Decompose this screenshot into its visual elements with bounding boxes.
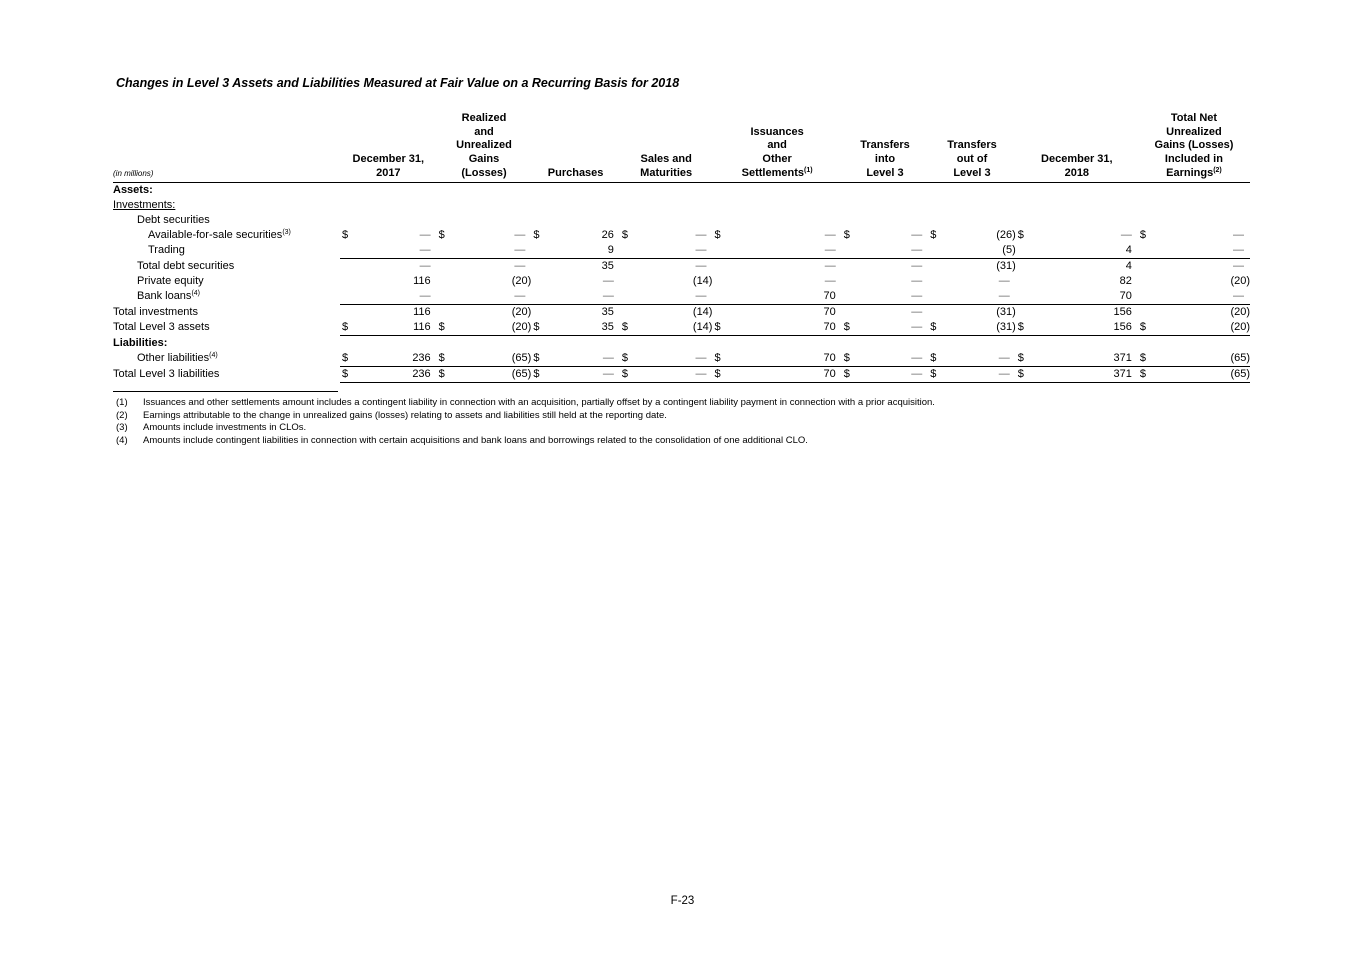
table-cell: —: [419, 228, 431, 241]
page-number: F-23: [670, 895, 695, 907]
row-label: Assets:: [113, 183, 153, 196]
table-cell: 26: [601, 228, 614, 241]
table-cell: 35: [601, 305, 614, 318]
table-cell: (14): [630, 320, 712, 336]
table-cell: 116: [413, 274, 431, 287]
table-cell: —: [630, 366, 712, 382]
dollar-sign: [1016, 274, 1026, 289]
row-label: Private equity: [137, 274, 204, 287]
table-row: [113, 228, 1250, 243]
table-cell: 70: [823, 305, 836, 318]
table-row: [113, 274, 1250, 289]
table-cell: —: [998, 274, 1010, 287]
table-cell: (14): [692, 274, 713, 287]
dollar-sign: [928, 258, 938, 274]
dollar-sign: $: [712, 366, 722, 382]
dollar-sign: [712, 274, 722, 289]
dollar-sign: [928, 289, 938, 305]
table-cell: 70: [1026, 289, 1138, 305]
dollar-sign: $: [842, 351, 852, 367]
table-row: [113, 243, 1250, 259]
dollar-sign: $: [340, 351, 350, 367]
footnotes: [116, 397, 935, 448]
table-row: [113, 351, 1250, 367]
dollar-sign: [842, 304, 852, 320]
row-label: Other liabilities$^{(4)}$: [137, 352, 218, 365]
table-row: [113, 304, 1250, 320]
dollar-sign: $: [928, 351, 938, 367]
table-cell: (14): [692, 305, 713, 318]
dollar-sign: [1016, 243, 1026, 259]
dollar-sign: [1138, 258, 1148, 274]
dollar-sign: [620, 243, 630, 259]
dollar-sign: [340, 304, 350, 320]
dollar-sign: $: [842, 366, 852, 382]
dollar-sign: $: [437, 320, 447, 336]
dollar-sign: [531, 274, 541, 289]
dollar-sign: $: [1138, 351, 1148, 367]
dollar-sign: $: [1138, 366, 1148, 382]
table-cell: 4: [1026, 243, 1138, 259]
table-cell: —: [542, 351, 620, 367]
table-row: [113, 198, 1250, 213]
table-cell: 371: [1026, 366, 1138, 382]
dollar-sign: [712, 243, 722, 259]
table-cell: 236: [350, 351, 437, 367]
column-header: December 31, 2018: [1041, 153, 1113, 179]
dollar-sign: [340, 289, 350, 305]
table-cell: (31): [996, 305, 1016, 318]
dollar-sign: $: [930, 228, 937, 241]
dollar-sign: [1016, 304, 1026, 320]
table-cell: (65): [1148, 366, 1250, 382]
dollar-sign: $: [340, 320, 350, 336]
row-label: Total Level 3 assets: [113, 321, 210, 334]
table-cell: —: [1233, 228, 1244, 241]
dollar-sign: [842, 258, 852, 274]
dollar-sign: [437, 304, 447, 320]
dollar-sign: [620, 289, 630, 305]
dollar-sign: $: [843, 228, 850, 241]
dollar-sign: $: [437, 351, 447, 367]
table-cell: (20): [1230, 274, 1250, 287]
dollar-sign: $: [531, 320, 541, 336]
dollar-sign: [1138, 289, 1148, 305]
dollar-sign: [1016, 289, 1026, 305]
table-cell: 371: [1026, 351, 1138, 367]
table-cell: (65): [1148, 351, 1250, 367]
table-cell: 9: [542, 243, 620, 259]
column-header: Total Net Unrealized Gains (Losses) Included in Earnings$^{(2)}$: [1154, 112, 1234, 179]
table-cell: —: [824, 259, 836, 272]
table-cell: —: [911, 274, 923, 287]
row-label: Total debt securities: [137, 259, 235, 272]
column-header: Transfers out of Level 3: [947, 139, 997, 179]
column-header: Purchases: [547, 166, 604, 179]
dollar-sign: $: [341, 228, 349, 241]
table-cell: 116: [350, 320, 437, 336]
table-cell: —: [602, 274, 614, 287]
row-label: Total investments: [113, 305, 198, 318]
column-header: December 31, 2017: [352, 153, 425, 179]
dollar-sign: [842, 289, 852, 305]
table-cell: 35: [601, 259, 614, 272]
table-cell: —: [447, 289, 531, 305]
dollar-sign: $: [842, 320, 852, 336]
dollar-sign: [842, 243, 852, 259]
table-cell: —: [1148, 289, 1250, 305]
table-cell: —: [447, 243, 531, 259]
table-cell: —: [542, 366, 620, 382]
dollar-sign: $: [531, 351, 541, 367]
table-cell: —: [514, 259, 526, 272]
table-cell: 70: [723, 320, 842, 336]
row-label: Available-for-sale securities$^{(3)}$: [148, 228, 291, 241]
level3-changes-table: [113, 112, 1250, 383]
dollar-sign: $: [533, 228, 540, 241]
table-cell: (20): [511, 274, 532, 287]
dollar-sign: [340, 243, 350, 259]
dollar-sign: [712, 258, 722, 274]
table-cell: —: [1148, 243, 1250, 259]
row-label: Investments:: [113, 198, 176, 211]
dollar-sign: $: [1016, 366, 1026, 382]
dollar-sign: $: [1016, 320, 1026, 336]
table-cell: —: [542, 289, 620, 305]
table-cell: —: [419, 259, 431, 272]
dollar-sign: $: [620, 320, 630, 336]
table-cell: —: [852, 366, 928, 382]
column-header: Sales and Maturities: [640, 153, 693, 179]
dollar-sign: [340, 258, 350, 274]
dollar-sign: [531, 258, 541, 274]
table-row: [113, 213, 1250, 228]
table-cell: (31): [938, 320, 1015, 336]
table-cell: 35: [542, 320, 620, 336]
table-cell: 70: [723, 351, 842, 367]
dollar-sign: [712, 304, 722, 320]
dollar-sign: $: [714, 228, 721, 241]
dollar-sign: $: [1139, 228, 1147, 241]
dollar-sign: [437, 243, 447, 259]
table-cell: 116: [413, 305, 431, 318]
table-cell: —: [911, 305, 923, 318]
dollar-sign: [1138, 304, 1148, 320]
table-cell: —: [514, 228, 526, 241]
row-label: Liabilities:: [113, 336, 168, 349]
dollar-sign: $: [928, 320, 938, 336]
table-cell: 156: [1026, 320, 1138, 336]
table-cell: —: [1233, 259, 1244, 272]
table-cell: —: [852, 243, 928, 259]
footnote: (3) Amounts include investments in CLOs.: [116, 422, 307, 434]
dollar-sign: [928, 243, 938, 259]
table-cell: —: [852, 289, 928, 305]
dollar-sign: $: [712, 320, 722, 336]
table-cell: (26): [996, 228, 1016, 241]
dollar-sign: [437, 258, 447, 274]
dollar-sign: [712, 289, 722, 305]
table-cell: —: [723, 243, 842, 259]
table-cell: —: [938, 366, 1015, 382]
dollar-sign: $: [531, 366, 541, 382]
table-cell: —: [630, 243, 712, 259]
dollar-sign: $: [1138, 320, 1148, 336]
table-cell: (20): [1148, 320, 1250, 336]
table-cell: —: [911, 228, 923, 241]
table-row: [113, 258, 1250, 274]
table-cell: (65): [447, 351, 531, 367]
dollar-sign: [928, 304, 938, 320]
row-label: Bank loans$^{(4)}$: [137, 290, 200, 303]
table-cell: 82: [1119, 274, 1132, 287]
dollar-sign: [437, 289, 447, 305]
dollar-sign: [1138, 274, 1148, 289]
table-cell: —: [824, 274, 836, 287]
dollar-sign: [1016, 258, 1026, 274]
footnote-rule: [113, 391, 338, 392]
table-cell: (20): [1230, 305, 1250, 318]
table-cell: 4: [1125, 259, 1132, 272]
table-cell: 236: [350, 366, 437, 382]
dollar-sign: $: [438, 228, 445, 241]
table-row: [113, 335, 1250, 351]
table-row: [113, 289, 1250, 305]
table-cell: (20): [511, 305, 532, 318]
dollar-sign: $: [928, 366, 938, 382]
dollar-sign: $: [340, 366, 350, 382]
row-label: Debt securities: [137, 213, 210, 226]
table-row: [113, 182, 1250, 198]
dollar-sign: $: [437, 366, 447, 382]
table-cell: (20): [447, 320, 531, 336]
table-cell: —: [350, 289, 437, 305]
table-cell: 156: [1113, 305, 1132, 318]
table-cell: —: [695, 259, 707, 272]
column-header: Transfers into Level 3: [860, 139, 910, 179]
table-cell: 70: [723, 366, 842, 382]
table-cell: —: [630, 289, 712, 305]
dollar-sign: [531, 304, 541, 320]
table-row: [113, 320, 1250, 336]
dollar-sign: [620, 258, 630, 274]
column-header: Realized and Unrealized Gains (Losses): [456, 112, 512, 179]
dollar-sign: [928, 274, 938, 289]
table-cell: —: [695, 228, 707, 241]
dollar-sign: $: [712, 351, 722, 367]
column-header: Issuances and Other Settlements$^{(1)}$: [741, 125, 813, 179]
dollar-sign: [437, 274, 447, 289]
dollar-sign: $: [620, 351, 630, 367]
table-cell: —: [852, 351, 928, 367]
footnote: (2) Earnings attributable to the change in unrealized gains (losses) relating to assets and liabilities still held at the reporting date.: [116, 409, 667, 421]
table-cell: —: [911, 259, 923, 272]
dollar-sign: $: [1016, 351, 1026, 367]
table-title: Changes in Level 3 Assets and Liabilities Measured at Fair Value on a Recurring Basis for 2018: [116, 76, 680, 90]
table-cell: —: [824, 228, 836, 241]
footnote: (4) Amounts include contingent liabilities in connection with certain acquisitions and bank loans and borrowings related to the consolidation of one additional CLO.: [116, 435, 808, 447]
dollar-sign: [620, 274, 630, 289]
units-label: (in millions): [113, 168, 154, 178]
dollar-sign: [531, 289, 541, 305]
dollar-sign: [620, 304, 630, 320]
table-cell: —: [1120, 228, 1132, 241]
table-cell: (5): [938, 243, 1015, 259]
dollar-sign: [842, 274, 852, 289]
row-label: Trading: [148, 244, 185, 257]
table-cell: —: [350, 243, 437, 259]
table-cell: —: [938, 289, 1015, 305]
row-label: Total Level 3 liabilities: [113, 368, 220, 381]
table-cell: —: [852, 320, 928, 336]
table-cell: (31): [996, 259, 1016, 272]
dollar-sign: $: [1017, 228, 1024, 241]
dollar-sign: [1138, 243, 1148, 259]
table-cell: 70: [723, 289, 842, 305]
footnote: (1) Issuances and other settlements amount includes a contingent liability in connection with an acquisition, partially offset by a contingent liability payment in connection with a prior acquisition.: [116, 397, 935, 408]
dollar-sign: $: [620, 366, 630, 382]
dollar-sign: [340, 274, 350, 289]
table-row: [113, 366, 1250, 382]
table-cell: (65): [447, 366, 531, 382]
table-cell: —: [630, 351, 712, 367]
dollar-sign: [531, 243, 541, 259]
dollar-sign: $: [621, 228, 628, 241]
table-cell: —: [938, 351, 1015, 367]
